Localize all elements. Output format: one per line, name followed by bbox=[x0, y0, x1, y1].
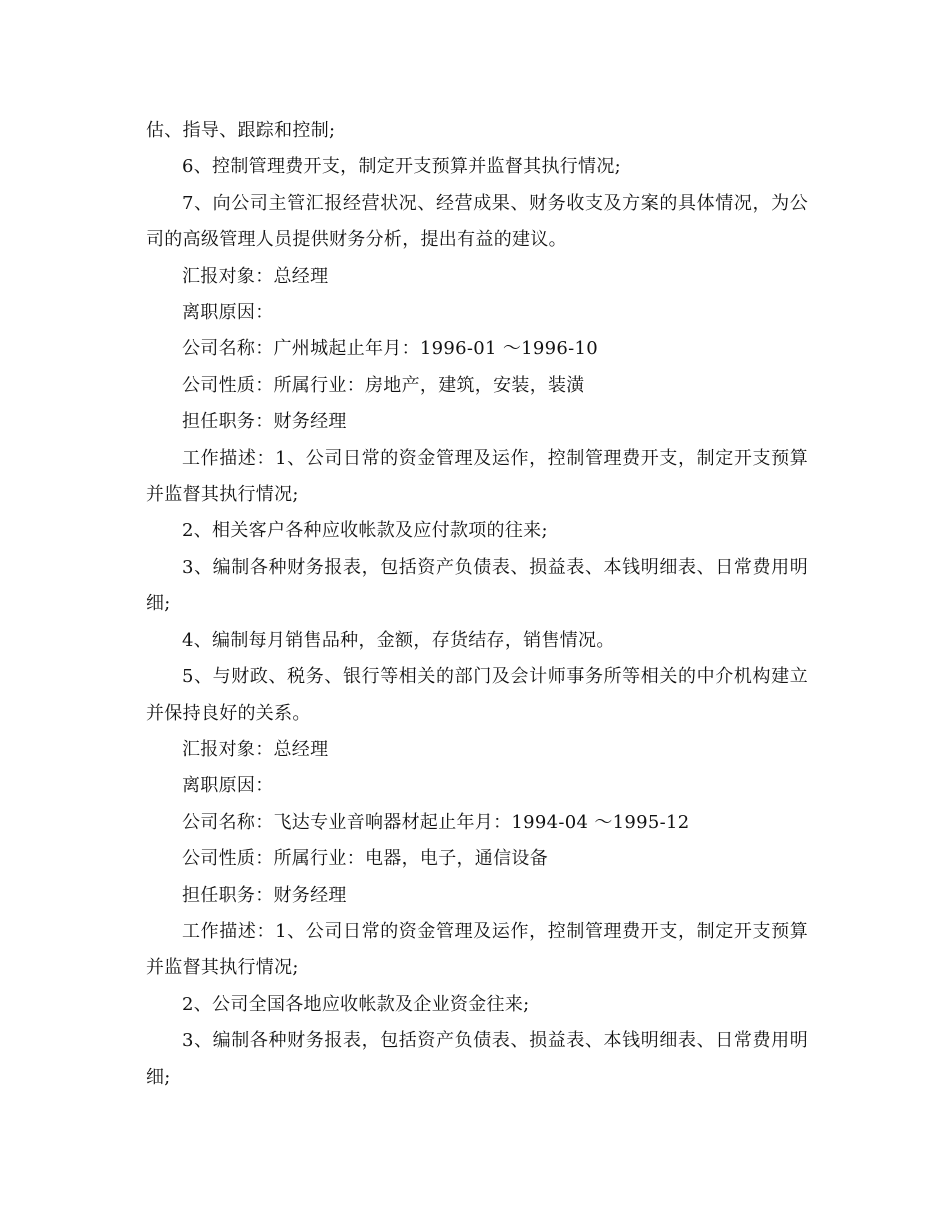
paragraph: 工作描述：1、公司日常的资金管理及运作，控制管理费开支，制定开支预算并监督其执行情况; bbox=[146, 920, 808, 979]
paragraph: 公司性质：所属行业：房地产，建筑，安装，装潢 bbox=[182, 374, 585, 396]
paragraph: 6、控制管理费开支，制定开支预算并监督其执行情况; bbox=[182, 156, 622, 178]
paragraph: 工作描述：1、公司日常的资金管理及运作，控制管理费开支，制定开支预算并监督其执行情况; bbox=[146, 447, 808, 506]
document-body bbox=[146, 113, 808, 1096]
paragraph: 担任职务：财务经理 bbox=[182, 884, 347, 906]
paragraph: 4、编制每月销售品种，金额，存货结存，销售情况。 bbox=[182, 629, 615, 651]
paragraph: 公司性质：所属行业：电器，电子，通信设备 bbox=[182, 848, 548, 870]
paragraph: 汇报对象：总经理 bbox=[182, 738, 329, 760]
paragraph: 7、向公司主管汇报经营状况、经营成果、财务收支及方案的具体情况，为公司的高级管理人员提供财务分析，提出有益的建议。 bbox=[146, 192, 808, 251]
paragraph: 离职原因： bbox=[182, 775, 274, 797]
paragraph: 公司名称：飞达专业音响器材起止年月：1994-04 ～1995-12 bbox=[182, 811, 690, 833]
paragraph: 估、指导、跟踪和控制; bbox=[146, 120, 336, 141]
paragraph: 离职原因： bbox=[182, 302, 274, 324]
paragraph: 3、编制各种财务报表，包括资产负债表、损益表、本钱明细表、日常费用明细; bbox=[146, 1030, 808, 1088]
paragraph: 担任职务：财务经理 bbox=[182, 411, 347, 433]
paragraph: 公司名称：广州城起止年月：1996-01 ～1996-10 bbox=[182, 338, 599, 360]
paragraph: 汇报对象：总经理 bbox=[182, 265, 329, 287]
paragraph: 2、相关客户各种应收帐款及应付款项的往来; bbox=[182, 520, 548, 542]
paragraph: 2、公司全国各地应收帐款及企业资金往来; bbox=[182, 993, 530, 1015]
paragraph: 3、编制各种财务报表，包括资产负债表、损益表、本钱明细表、日常费用明细; bbox=[146, 556, 808, 615]
paragraph: 5、与财政、税务、银行等相关的部门及会计师事务所等相关的中介机构建立并保持良好的关系。 bbox=[146, 666, 808, 724]
